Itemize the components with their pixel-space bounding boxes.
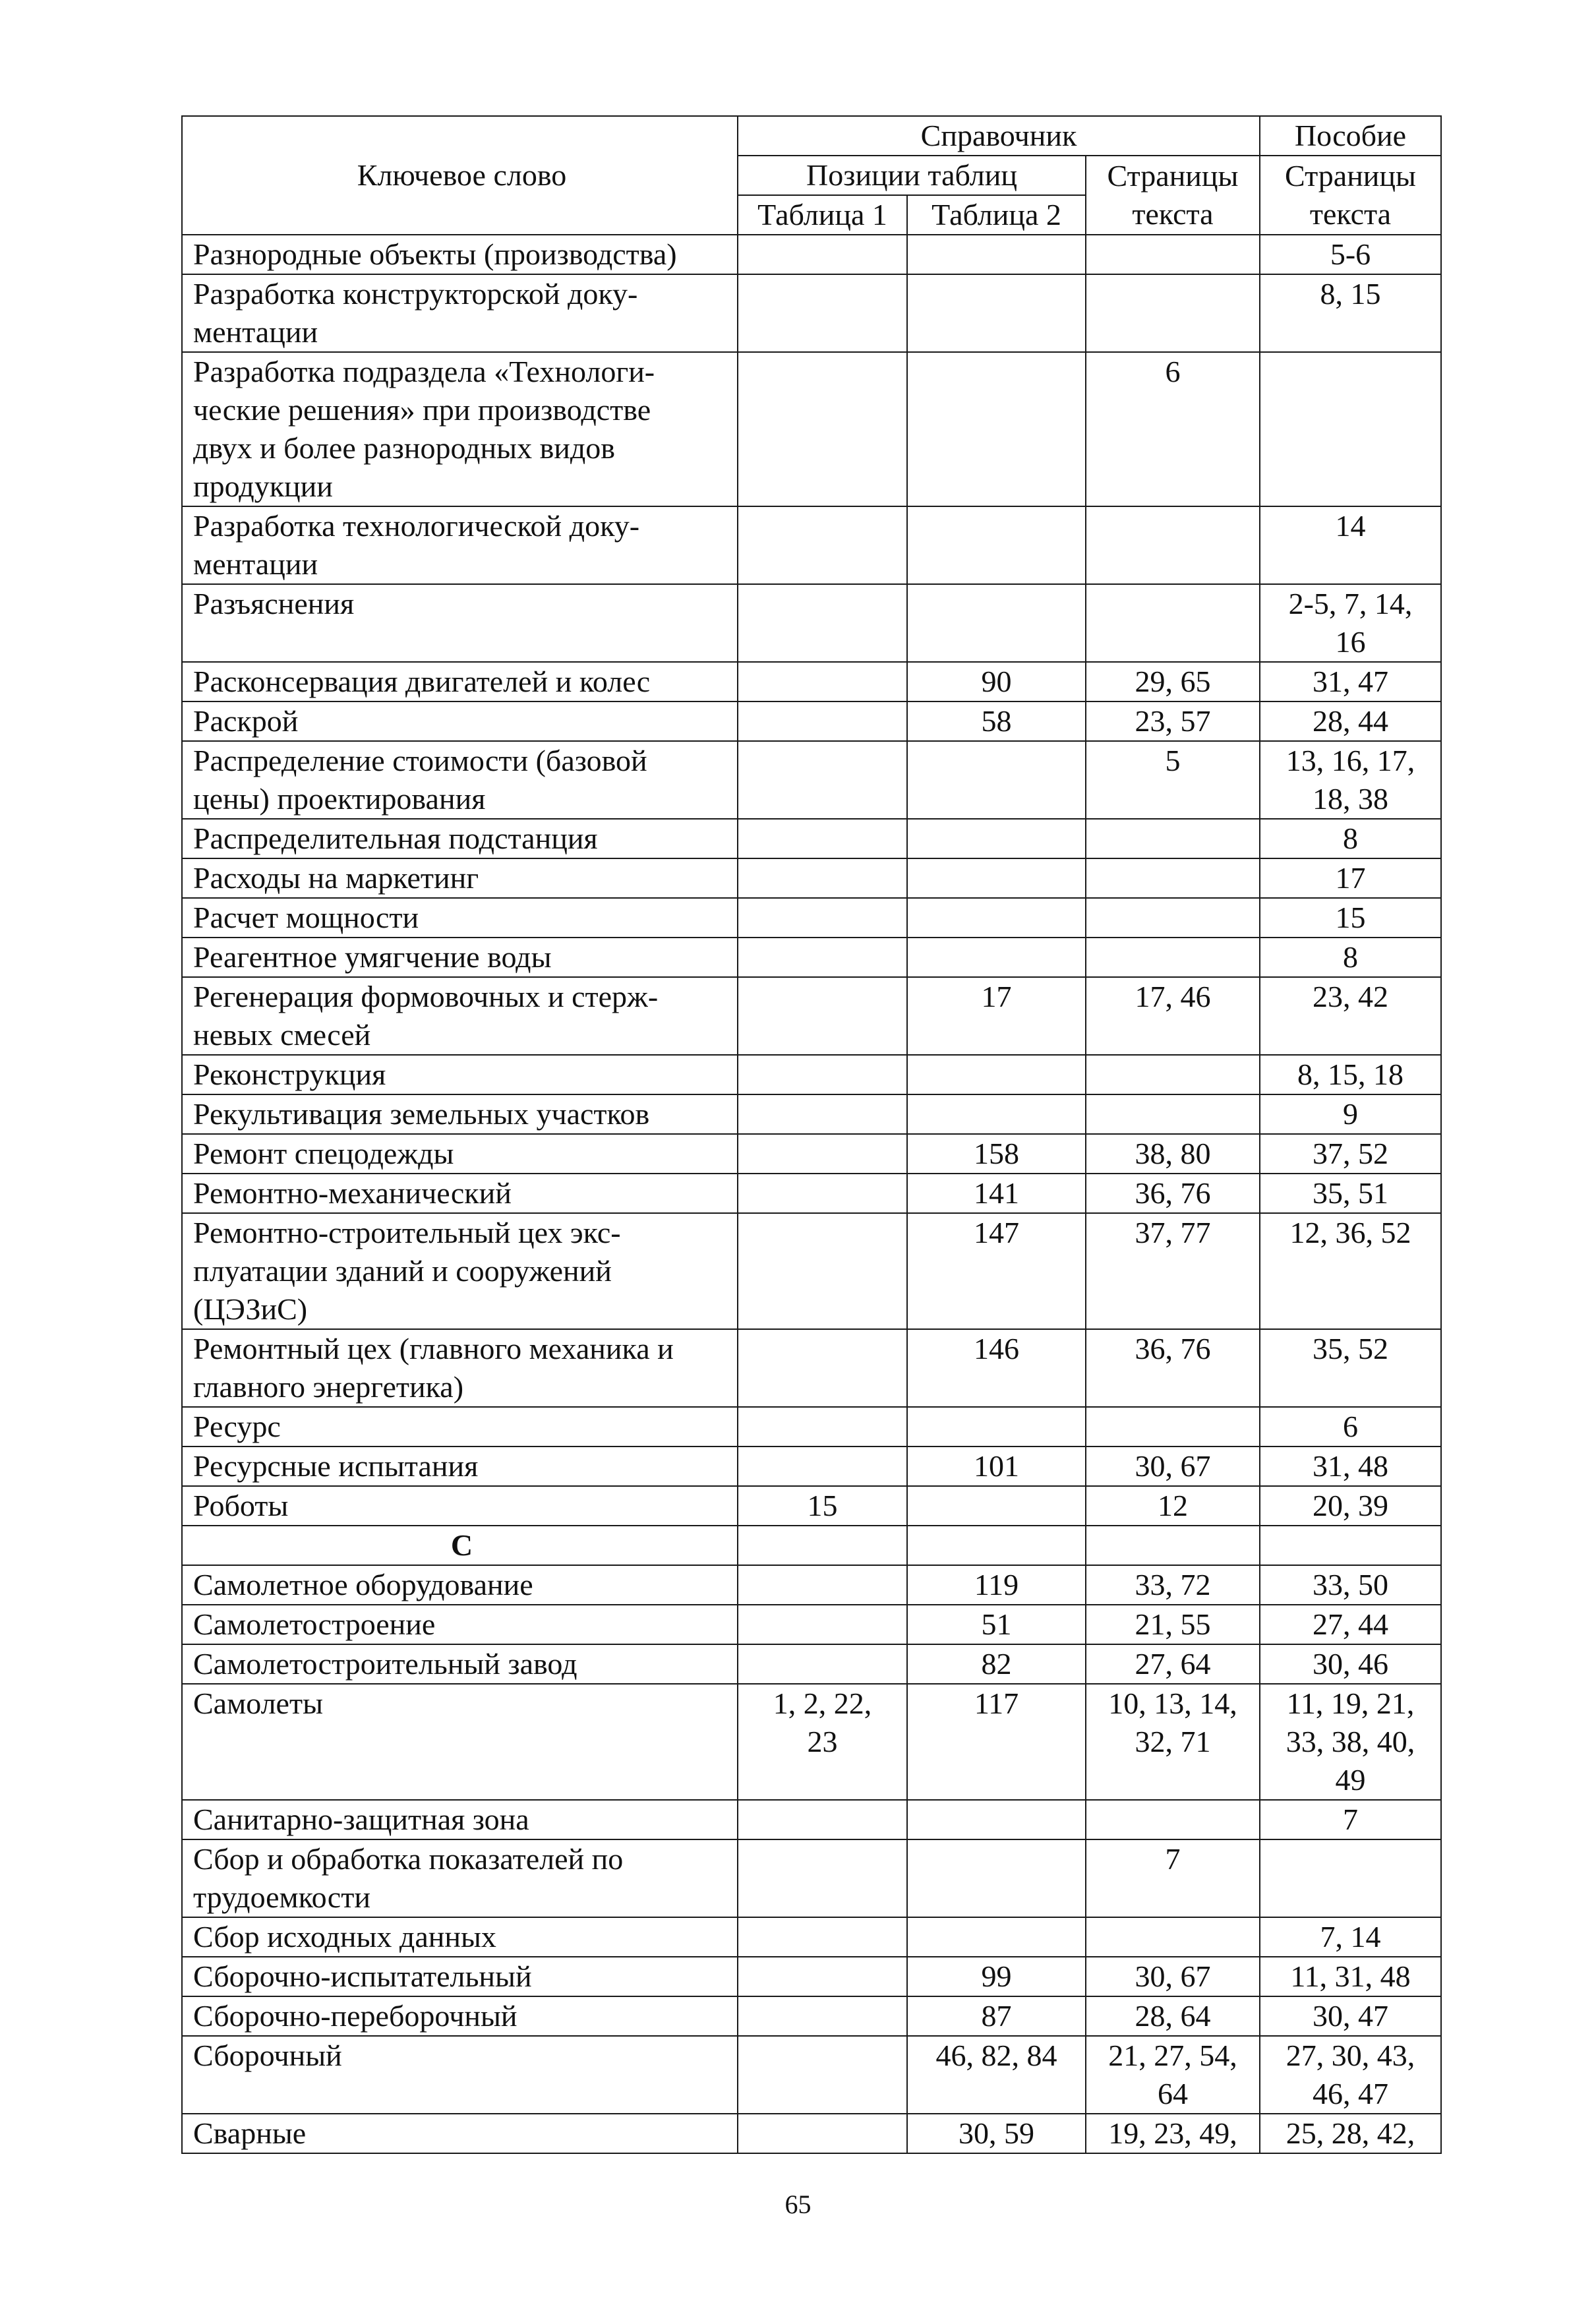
table1-position-cell xyxy=(738,352,907,506)
header-row-1 xyxy=(182,116,1441,156)
table1-position-cell xyxy=(738,1174,907,1213)
table1-position-cell xyxy=(738,977,907,1055)
reference-pages-cell: 37, 77 xyxy=(1086,1213,1260,1329)
table1-position-cell xyxy=(738,741,907,819)
reference-pages-cell: 27, 64 xyxy=(1086,1644,1260,1684)
keyword-cell: Раскрой xyxy=(182,701,738,741)
table-row xyxy=(182,1174,1441,1213)
reference-pages-cell: 36, 76 xyxy=(1086,1174,1260,1213)
table-row xyxy=(182,1094,1441,1134)
table1-position-cell xyxy=(738,1526,907,1565)
table-row xyxy=(182,1684,1441,1800)
manual-pages-cell: 11, 31, 48 xyxy=(1260,1957,1441,1996)
table1-position-cell xyxy=(738,1094,907,1134)
table2-position-cell: 119 xyxy=(907,1565,1086,1605)
manual-pages-cell: 27, 30, 43, 46, 47 xyxy=(1260,2036,1441,2114)
reference-pages-cell xyxy=(1086,1055,1260,1094)
keyword-cell: Реагентное умягчение воды xyxy=(182,938,738,977)
table-row xyxy=(182,1605,1441,1644)
table2-position-cell xyxy=(907,898,1086,938)
table1-position-cell xyxy=(738,1134,907,1174)
table1-position-cell xyxy=(738,662,907,701)
manual-pages-cell xyxy=(1260,1526,1441,1565)
table-row xyxy=(182,506,1441,584)
table1-position-cell xyxy=(738,584,907,662)
table2-position-cell: 90 xyxy=(907,662,1086,701)
keyword-cell: Самолетное оборудование xyxy=(182,1565,738,1605)
header-manual-pages: Страницы текста xyxy=(1260,156,1441,235)
keyword-cell: Расконсервация двигателей и колес xyxy=(182,662,738,701)
reference-pages-cell: 21, 55 xyxy=(1086,1605,1260,1644)
table1-position-cell xyxy=(738,1957,907,1996)
table1-position-cell xyxy=(738,1055,907,1094)
reference-pages-cell: 36, 76 xyxy=(1086,1329,1260,1407)
reference-pages-cell xyxy=(1086,584,1260,662)
reference-pages-cell: 29, 65 xyxy=(1086,662,1260,701)
keyword-cell: Разъяснения xyxy=(182,584,738,662)
reference-pages-cell: 28, 64 xyxy=(1086,1996,1260,2036)
reference-pages-cell xyxy=(1086,235,1260,274)
manual-pages-cell: 7 xyxy=(1260,1800,1441,1839)
table2-position-cell xyxy=(907,741,1086,819)
reference-pages-cell xyxy=(1086,1800,1260,1839)
page-number: 65 xyxy=(784,2190,812,2219)
manual-pages-cell: 8, 15 xyxy=(1260,274,1441,352)
manual-pages-cell: 30, 47 xyxy=(1260,1996,1441,2036)
table2-position-cell: 101 xyxy=(907,1447,1086,1486)
table1-position-cell xyxy=(738,819,907,858)
table1-position-cell xyxy=(738,2036,907,2114)
table1-position-cell xyxy=(738,1917,907,1957)
manual-pages-cell: 7, 14 xyxy=(1260,1917,1441,1957)
table1-position-cell xyxy=(738,858,907,898)
keyword-cell: Ремонтно-механический xyxy=(182,1174,738,1213)
keyword-cell: Сборочно-переборочный xyxy=(182,1996,738,2036)
keyword-cell: Ресурс xyxy=(182,1407,738,1447)
table-row xyxy=(182,1134,1441,1174)
keyword-cell: Самолеты xyxy=(182,1684,738,1800)
table-row xyxy=(182,858,1441,898)
table2-position-cell xyxy=(907,938,1086,977)
keyword-cell: Санитарно-защитная зона xyxy=(182,1800,738,1839)
manual-pages-cell: 5-6 xyxy=(1260,235,1441,274)
table2-position-cell: 158 xyxy=(907,1134,1086,1174)
manual-pages-cell: 31, 47 xyxy=(1260,662,1441,701)
section-letter: С xyxy=(182,1526,738,1565)
table2-position-cell: 87 xyxy=(907,1996,1086,2036)
manual-pages-cell xyxy=(1260,352,1441,506)
header-table-positions: Позиции таблиц xyxy=(738,156,1086,195)
table-row xyxy=(182,662,1441,701)
reference-pages-cell xyxy=(1086,1917,1260,1957)
letter-section-row xyxy=(182,1526,1441,1565)
reference-pages-cell xyxy=(1086,274,1260,352)
manual-pages-cell: 35, 52 xyxy=(1260,1329,1441,1407)
table1-position-cell xyxy=(738,1996,907,2036)
manual-pages-cell: 20, 39 xyxy=(1260,1486,1441,1526)
reference-pages-cell xyxy=(1086,1526,1260,1565)
table-row xyxy=(182,1565,1441,1605)
table1-position-cell xyxy=(738,274,907,352)
reference-pages-cell xyxy=(1086,938,1260,977)
keyword-cell: Разработка технологической доку- ментации xyxy=(182,506,738,584)
table2-position-cell xyxy=(907,584,1086,662)
table1-position-cell: 15 xyxy=(738,1486,907,1526)
keyword-cell: Реконструкция xyxy=(182,1055,738,1094)
table-row xyxy=(182,1644,1441,1684)
table-row xyxy=(182,1917,1441,1957)
table2-position-cell: 58 xyxy=(907,701,1086,741)
table2-position-cell xyxy=(907,274,1086,352)
manual-pages-cell: 9 xyxy=(1260,1094,1441,1134)
reference-pages-cell: 30, 67 xyxy=(1086,1447,1260,1486)
table2-position-cell: 30, 59 xyxy=(907,2114,1086,2153)
table2-position-cell: 146 xyxy=(907,1329,1086,1407)
header-table-1: Таблица 1 xyxy=(738,195,907,235)
table1-position-cell xyxy=(738,506,907,584)
table-row xyxy=(182,938,1441,977)
manual-pages-cell: 6 xyxy=(1260,1407,1441,1447)
reference-pages-cell: 6 xyxy=(1086,352,1260,506)
keyword-cell: Ремонтно-строительный цех экс- плуатации зданий и сооружений (ЦЭЗиС) xyxy=(182,1213,738,1329)
table-row xyxy=(182,1800,1441,1839)
table1-position-cell xyxy=(738,1213,907,1329)
table2-position-cell: 17 xyxy=(907,977,1086,1055)
table1-position-cell xyxy=(738,1407,907,1447)
reference-pages-cell: 7 xyxy=(1086,1839,1260,1917)
table2-position-cell: 51 xyxy=(907,1605,1086,1644)
manual-pages-cell: 11, 19, 21, 33, 38, 40, 49 xyxy=(1260,1684,1441,1800)
table-row xyxy=(182,1957,1441,1996)
table1-position-cell xyxy=(738,1605,907,1644)
table2-position-cell xyxy=(907,1800,1086,1839)
table1-position-cell xyxy=(738,1565,907,1605)
reference-pages-cell: 19, 23, 49, xyxy=(1086,2114,1260,2153)
reference-pages-cell: 30, 67 xyxy=(1086,1957,1260,1996)
manual-pages-cell: 30, 46 xyxy=(1260,1644,1441,1684)
table2-position-cell: 117 xyxy=(907,1684,1086,1800)
keyword-cell: Ремонт спецодежды xyxy=(182,1134,738,1174)
table1-position-cell xyxy=(738,1800,907,1839)
keyword-cell: Разработка подраздела «Технологи- ческие решения» при производстве двух и более разнородных видов продукции xyxy=(182,352,738,506)
table2-position-cell xyxy=(907,1526,1086,1565)
reference-pages-cell xyxy=(1086,506,1260,584)
keyword-index-table xyxy=(181,115,1442,2154)
table2-position-cell xyxy=(907,506,1086,584)
table2-position-cell xyxy=(907,235,1086,274)
table2-position-cell: 99 xyxy=(907,1957,1086,1996)
keyword-cell: Роботы xyxy=(182,1486,738,1526)
table-row xyxy=(182,2114,1441,2153)
table-row xyxy=(182,898,1441,938)
table2-position-cell: 141 xyxy=(907,1174,1086,1213)
table2-position-cell: 46, 82, 84 xyxy=(907,2036,1086,2114)
reference-pages-cell xyxy=(1086,858,1260,898)
keyword-cell: Сборочный xyxy=(182,2036,738,2114)
table1-position-cell xyxy=(738,1447,907,1486)
reference-pages-cell: 33, 72 xyxy=(1086,1565,1260,1605)
manual-pages-cell: 27, 44 xyxy=(1260,1605,1441,1644)
table-row xyxy=(182,977,1441,1055)
table1-position-cell xyxy=(738,2114,907,2153)
reference-pages-cell xyxy=(1086,1407,1260,1447)
keyword-cell: Разнородные объекты (производства) xyxy=(182,235,738,274)
keyword-cell: Самолетостроительный завод xyxy=(182,1644,738,1684)
keyword-cell: Сбор исходных данных xyxy=(182,1917,738,1957)
table2-position-cell xyxy=(907,819,1086,858)
keyword-cell: Разработка конструкторской доку- ментации xyxy=(182,274,738,352)
table1-position-cell xyxy=(738,1329,907,1407)
table-row xyxy=(182,1447,1441,1486)
table-row xyxy=(182,1839,1441,1917)
manual-pages-cell: 25, 28, 42, xyxy=(1260,2114,1441,2153)
keyword-cell: Регенерация формовочных и стерж- невых смесей xyxy=(182,977,738,1055)
table-row xyxy=(182,1407,1441,1447)
table2-position-cell xyxy=(907,1839,1086,1917)
table-row xyxy=(182,1055,1441,1094)
keyword-cell: Сварные xyxy=(182,2114,738,2153)
keyword-cell: Расходы на маркетинг xyxy=(182,858,738,898)
reference-pages-cell: 12 xyxy=(1086,1486,1260,1526)
manual-pages-cell: 23, 42 xyxy=(1260,977,1441,1055)
table1-position-cell xyxy=(738,898,907,938)
keyword-cell: Самолетостроение xyxy=(182,1605,738,1644)
table-row xyxy=(182,584,1441,662)
manual-pages-cell: 8, 15, 18 xyxy=(1260,1055,1441,1094)
keyword-cell: Рекультивация земельных участков xyxy=(182,1094,738,1134)
table1-position-cell xyxy=(738,1839,907,1917)
table1-position-cell xyxy=(738,1644,907,1684)
manual-pages-cell: 28, 44 xyxy=(1260,701,1441,741)
keyword-cell: Распределение стоимости (базовой цены) проектирования xyxy=(182,741,738,819)
keyword-cell: Сборочно-испытательный xyxy=(182,1957,738,1996)
table2-position-cell xyxy=(907,1407,1086,1447)
table-row xyxy=(182,1329,1441,1407)
table2-position-cell xyxy=(907,1094,1086,1134)
manual-pages-cell: 8 xyxy=(1260,938,1441,977)
table2-position-cell xyxy=(907,1917,1086,1957)
table1-position-cell xyxy=(738,701,907,741)
header-reference-pages: Страницы текста xyxy=(1086,156,1260,235)
table2-position-cell: 147 xyxy=(907,1213,1086,1329)
table-row xyxy=(182,2036,1441,2114)
table1-position-cell xyxy=(738,235,907,274)
reference-pages-cell: 23, 57 xyxy=(1086,701,1260,741)
manual-pages-cell: 8 xyxy=(1260,819,1441,858)
table1-position-cell xyxy=(738,938,907,977)
reference-pages-cell xyxy=(1086,819,1260,858)
manual-pages-cell: 17 xyxy=(1260,858,1441,898)
manual-pages-cell: 14 xyxy=(1260,506,1441,584)
keyword-cell: Распределительная подстанция xyxy=(182,819,738,858)
reference-pages-cell: 21, 27, 54, 64 xyxy=(1086,2036,1260,2114)
manual-pages-cell: 2-5, 7, 14, 16 xyxy=(1260,584,1441,662)
table2-position-cell: 82 xyxy=(907,1644,1086,1684)
table-body xyxy=(182,116,1441,2153)
table-row xyxy=(182,235,1441,274)
reference-pages-cell: 10, 13, 14, 32, 71 xyxy=(1086,1684,1260,1800)
table-row xyxy=(182,741,1441,819)
table2-position-cell xyxy=(907,858,1086,898)
keyword-cell: Ремонтный цех (главного механика и главного энергетика) xyxy=(182,1329,738,1407)
manual-pages-cell: 33, 50 xyxy=(1260,1565,1441,1605)
reference-pages-cell: 38, 80 xyxy=(1086,1134,1260,1174)
manual-pages-cell: 35, 51 xyxy=(1260,1174,1441,1213)
table-row xyxy=(182,1996,1441,2036)
manual-pages-cell xyxy=(1260,1839,1441,1917)
manual-pages-cell: 13, 16, 17, 18, 38 xyxy=(1260,741,1441,819)
reference-pages-cell: 5 xyxy=(1086,741,1260,819)
table-row xyxy=(182,819,1441,858)
header-keyword: Ключевое слово xyxy=(182,116,738,235)
keyword-cell: Сбор и обработка показателей по трудоемкости xyxy=(182,1839,738,1917)
table2-position-cell xyxy=(907,1486,1086,1526)
table2-position-cell xyxy=(907,352,1086,506)
header-manual: Пособие xyxy=(1260,116,1441,156)
table-row xyxy=(182,274,1441,352)
keyword-cell: Расчет мощности xyxy=(182,898,738,938)
reference-pages-cell xyxy=(1086,1094,1260,1134)
table-row xyxy=(182,352,1441,506)
reference-pages-cell xyxy=(1086,898,1260,938)
header-table-2: Таблица 2 xyxy=(907,195,1086,235)
manual-pages-cell: 15 xyxy=(1260,898,1441,938)
table1-position-cell: 1, 2, 22, 23 xyxy=(738,1684,907,1800)
table-row xyxy=(182,1486,1441,1526)
manual-pages-cell: 12, 36, 52 xyxy=(1260,1213,1441,1329)
table-row xyxy=(182,1213,1441,1329)
manual-pages-cell: 31, 48 xyxy=(1260,1447,1441,1486)
keyword-cell: Ресурсные испытания xyxy=(182,1447,738,1486)
table2-position-cell xyxy=(907,1055,1086,1094)
header-reference: Справочник xyxy=(738,116,1260,156)
table-row xyxy=(182,701,1441,741)
reference-pages-cell: 17, 46 xyxy=(1086,977,1260,1055)
manual-pages-cell: 37, 52 xyxy=(1260,1134,1441,1174)
